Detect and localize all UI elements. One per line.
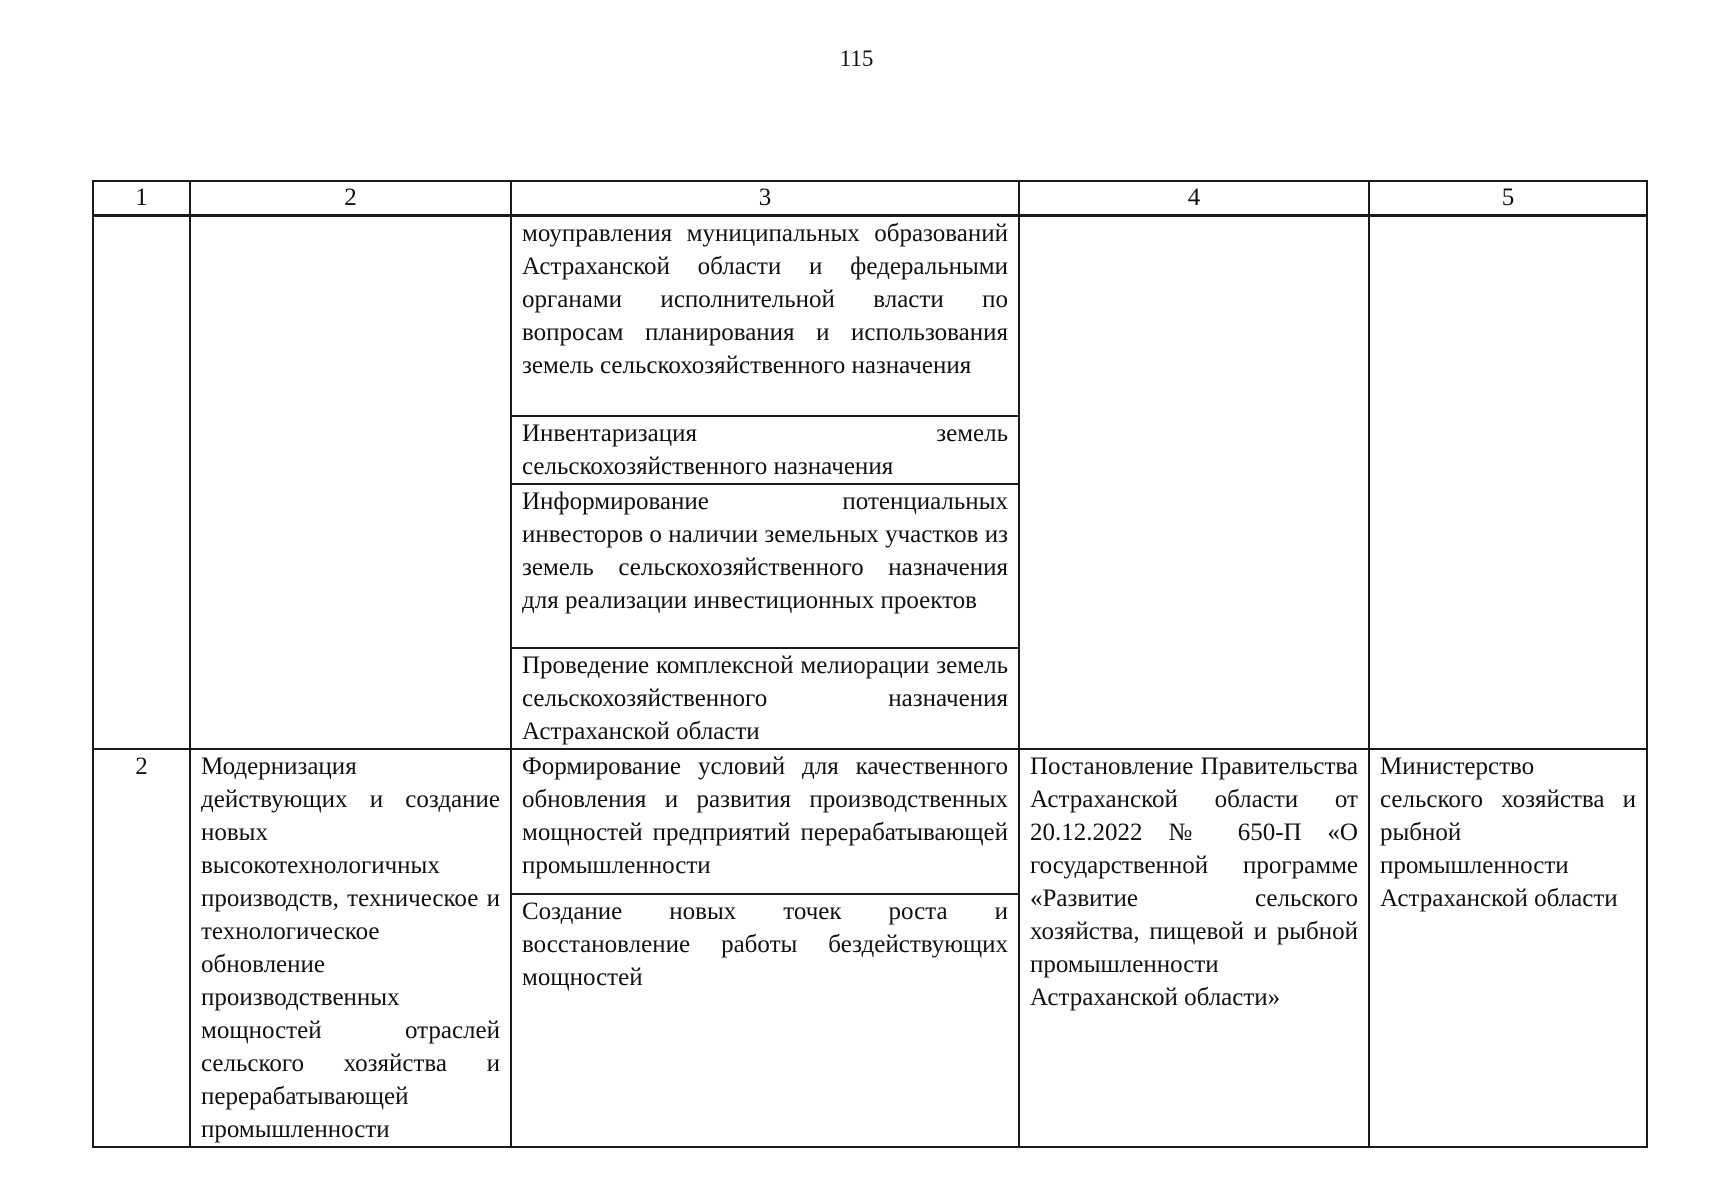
executor-text: Министерство сельского хозяйства и рыбной промышленности Астраханской области: [1380, 752, 1636, 912]
measure-cell: [511, 894, 1019, 1146]
column-header-2: 2: [190, 181, 511, 216]
measure-cell: [511, 416, 1019, 484]
row-number-cell: 2: [93, 749, 190, 1147]
executor-cell: [1369, 749, 1647, 1147]
measure-cell: [511, 749, 1019, 895]
plan-table: [92, 180, 1648, 1148]
measure-text: Создание новых точек роста и восстановление работы бездействующих мощностей: [522, 898, 1008, 992]
column-header-3: 3: [511, 181, 1019, 216]
column-header-1: 1: [93, 181, 190, 216]
measure-text: Информирование потенциальных инвесторов о наличии земельных участков из земель сельскохозяйственного назначения для реализации инвестиционных проектов: [522, 487, 1008, 614]
table-row: [93, 749, 1647, 895]
continuation-number-cell: [93, 216, 190, 749]
measure-text: Формирование условий для качественного обновления и развития производственных мощностей предприятий перерабатывающей промышленности: [522, 752, 1008, 879]
document-cell: [1019, 749, 1369, 1147]
continuation-document-cell: [1019, 216, 1369, 749]
table-row: [93, 216, 1647, 416]
column-header-5: 5: [1369, 181, 1647, 216]
objective-text: Модернизация действующих и создание новых высокотехнологичных производств, техническое и технологическое обновление производственных мощностей отраслей сельского хозяйства и перерабатывающей промышленности: [201, 752, 500, 1143]
objective-cell: [190, 749, 511, 1147]
measure-cell: [511, 216, 1019, 416]
measure-cell: [511, 484, 1019, 648]
continuation-executor-cell: [1369, 216, 1647, 749]
document-text: Постановление Правительства Астраханской области от 20.12.2022 № 650-П «О государственной программе «Развитие сельского хозяйства, пищевой и рыбной промышленности Астраханской области»: [1030, 752, 1358, 1011]
page-number: 115: [839, 46, 874, 71]
measure-text: Инвентаризация земель сельскохозяйственного назначения: [522, 419, 1008, 480]
measure-cell: [511, 648, 1019, 749]
continuation-objective-cell: [190, 216, 511, 749]
column-header-4: 4: [1019, 181, 1369, 216]
measure-text: моуправления муниципальных образований Астраханской области и федеральными органами исполнительной власти по вопросам планирования и использования земель сельскохозяйственного назначения: [522, 220, 1008, 379]
column-number-row: [93, 181, 1647, 216]
measure-text: Проведение комплексной мелиорации земель сельскохозяйственного назначения Астраханской области: [522, 651, 1008, 745]
